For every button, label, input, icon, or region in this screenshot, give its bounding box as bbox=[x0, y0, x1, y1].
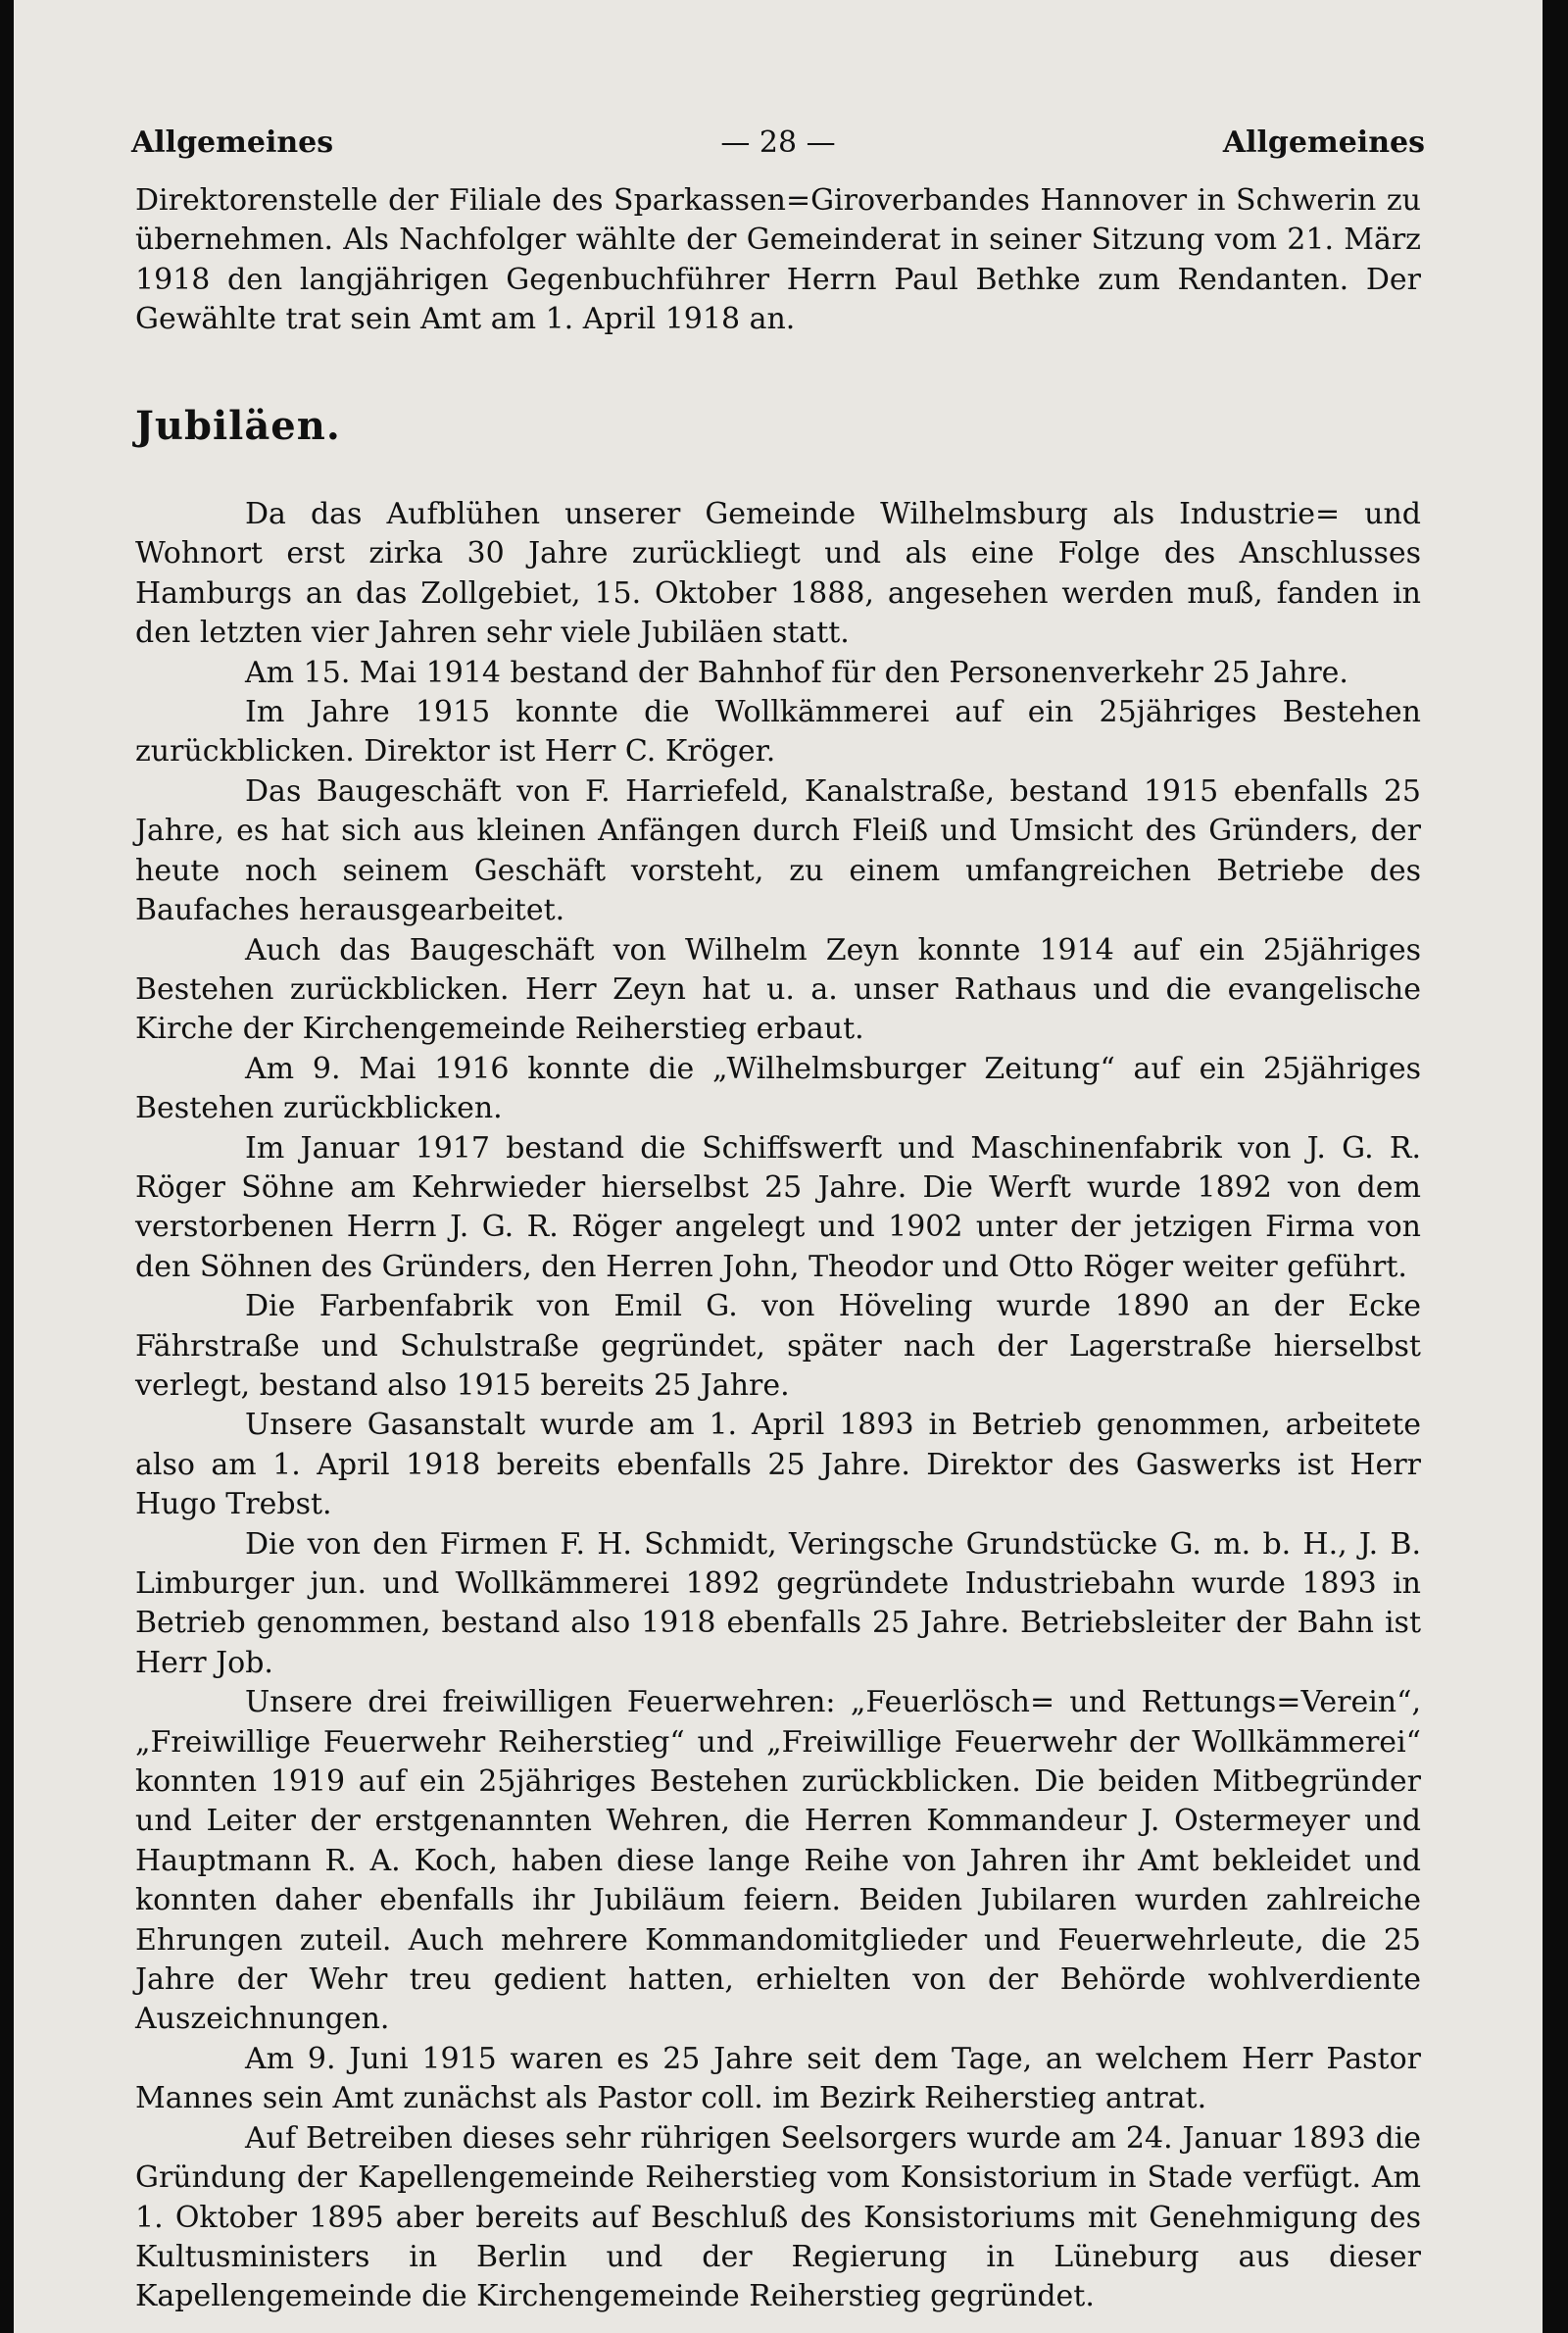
paragraph: Auch das Baugeschäft von Wilhelm Zeyn konnte 1914 auf ein 25jähriges Bestehen zurückblicken. Herr Zeyn hat u. a. unser Rathaus und die evangelische Kirche der Kirchengemeinde Reiherstieg erbaut. bbox=[135, 932, 1421, 1047]
paragraph: Am 15. Mai 1914 bestand der Bahnhof für den Personenverkehr 25 Jahre. bbox=[245, 655, 1348, 690]
paragraph: Da das Aufblühen unserer Gemeinde Wilhelmsburg als Industrie= und Wohnort erst zirka 30 Jahre zurückliegt und als eine Folge des Anschlusses Hamburgs an das Zollgebiet, 15. Oktober 1888, angesehen werden muß, fanden in den letzten vier Jahren sehr viele Jubiläen statt. bbox=[135, 497, 1421, 651]
section-heading: Jubiläen. bbox=[135, 402, 341, 449]
paragraph: Das Baugeschäft von F. Harriefeld, Kanalstraße, bestand 1915 ebenfalls 25 Jahre, es hat sich aus kleinen Anfängen durch Fleiß und Umsicht des Gründers, der heute noch seinem Geschäft vorsteht, zu einem umfangreichen Betriebe des Baufaches herausgearbeitet. bbox=[135, 773, 1421, 928]
header-left-title: Allgemeines bbox=[131, 125, 334, 160]
page-number: — 28 — bbox=[720, 125, 836, 160]
intro-paragraph: Direktorenstelle der Filiale des Sparkassen=Giroverbandes Hannover in Schwerin zu übernehmen. Als Nachfolger wählte der Gemeinderat in seiner Sitzung vom 21. März 1918 den langjährigen Gegenbuchführer Herrn Paul Bethke zum Rendanten. Der Gewählte trat sein Amt am 1. April 1918 an. bbox=[135, 183, 1421, 337]
page-header bbox=[131, 125, 1425, 165]
paragraph: Im Januar 1917 bestand die Schiffswerft und Maschinenfabrik von J. G. R. Röger Söhne am Kehrwieder hierselbst 25 Jahre. Die Werft wurde 1892 von dem verstorbenen Herrn J. G. R. Röger angelegt und 1902 unter der jetzigen Firma von den Söhnen des Gründers, den Herren John, Theodor und Otto Röger weiter geführt. bbox=[135, 1130, 1421, 1284]
paragraph: Unsere Gasanstalt wurde am 1. April 1893 in Betrieb genommen, arbeitete also am 1. April 1918 bereits ebenfalls 25 Jahre. Direktor des Gaswerks ist Herr Hugo Trebst. bbox=[135, 1408, 1421, 1522]
paragraph: Im Jahre 1915 konnte die Wollkämmerei auf ein 25jähriges Bestehen zurückblicken. Direktor ist Herr C. Kröger. bbox=[135, 695, 1421, 769]
paragraph: Die von den Firmen F. H. Schmidt, Veringsche Grundstücke G. m. b. H., J. B. Limburger jun. und Wollkämmerei 1892 gegründete Industriebahn wurde 1893 in Betrieb genommen, bestand also 1918 ebenfalls 25 Jahre. Betriebsleiter der Bahn ist Herr Job. bbox=[135, 1526, 1421, 1680]
paragraph: Unsere drei freiwilligen Feuerwehren: „Feuerlösch= und Rettungs=Verein“, „Freiwillige Feuerwehr Reiherstieg“ und „Freiwillige Feuerwehr der Wollkämmerei“ konnten 1919 auf ein 25jähriges Bestehen zurückblicken. Die beiden Mitbegründer und Leiter der erstgenannten Wehren, die Herren Kommandeur J. Ostermeyer und Hauptmann R. A. Koch, haben diese lange Reihe von Jahren ihr Amt bekleidet und konnten daher ebenfalls ihr Jubiläum feiern. Beiden Jubilaren wurden zahlreiche Ehrungen zuteil. Auch mehrere Kommandomitglieder und Feuerwehrleute, die 25 Jahre der Wehr treu gedient hatten, erhielten von der Behörde wohlverdiente Auszeichnungen. bbox=[135, 1685, 1421, 2037]
paragraph: Auf Betreiben dieses sehr rührigen Seelsorgers wurde am 24. Januar 1893 die Gründung der Kapellengemeinde Reiherstieg vom Konsistorium in Stade verfügt. Am 1. Oktober 1895 aber bereits auf Beschluß des Konsistoriums mit Genehmigung des Kultusministers in Berlin und der Regierung in Lüneburg aus dieser Kapellengemeinde die Kirchengemeinde Reiherstieg gegründet. bbox=[135, 2120, 1421, 2314]
document-body bbox=[135, 181, 1421, 2317]
header-right-title: Allgemeines bbox=[1222, 125, 1425, 160]
paragraph: Am 9. Juni 1915 waren es 25 Jahre seit dem Tage, an welchem Herr Pastor Mannes sein Amt zunächst als Pastor coll. im Bezirk Reiherstieg antrat. bbox=[135, 2041, 1421, 2116]
document-page bbox=[14, 0, 1543, 2333]
paragraph: Die Farbenfabrik von Emil G. von Höveling wurde 1890 an der Ecke Fährstraße und Schulstraße gegründet, später nach der Lagerstraße hierselbst verlegt, bestand also 1915 bereits 25 Jahre. bbox=[135, 1289, 1421, 1403]
paragraph: Am 9. Mai 1916 konnte die „Wilhelmsburger Zeitung“ auf ein 25jähriges Bestehen zurückblicken. bbox=[135, 1051, 1421, 1126]
